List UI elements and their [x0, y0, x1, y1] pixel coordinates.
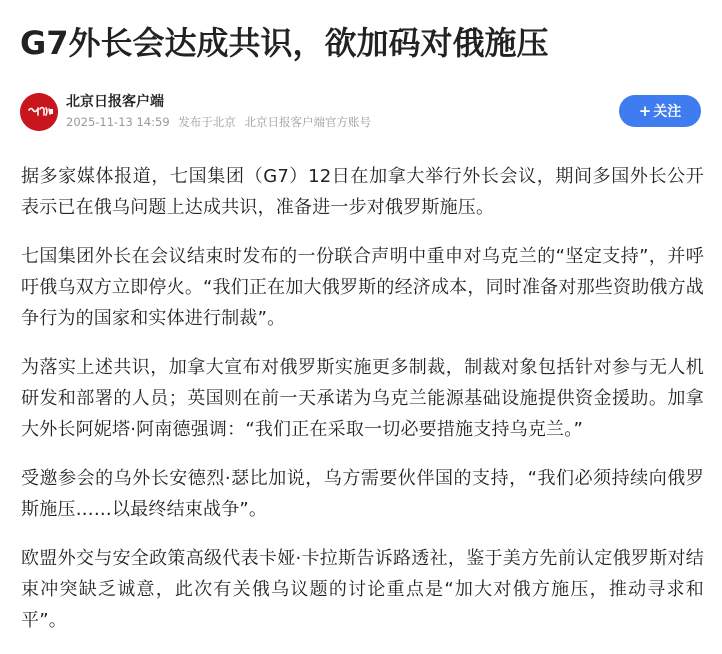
- article-paragraph: 欧盟外交与安全政策高级代表卡娅·卡拉斯告诉路透社，鉴于美方先前认定俄罗斯对结束冲突缺乏诚意，此次有关俄乌议题的讨论重点是“加大对俄方施压，推动寻求和平”。: [21, 548, 704, 631]
- author-bar: [20, 92, 710, 132]
- plus-icon: +: [638, 102, 652, 120]
- author-avatar[interactable]: [20, 93, 58, 131]
- account-type: 北京日报客户端官方账号: [244, 115, 371, 129]
- article-body: [21, 161, 704, 654]
- beijing-daily-logo-icon: [20, 93, 58, 131]
- article-paragraph: 七国集团外长在会议结束时发布的一份联合声明中重申对乌克兰的“坚定支持”，并呼吁俄乌双方立即停火。“我们正在加大俄罗斯的经济成本，同时准备对那些资助俄方战争行为的国家和实体进行制裁”。: [21, 246, 704, 329]
- publish-date: 2025-11-13 14:59: [66, 115, 170, 129]
- article-paragraph: 受邀参会的乌外长安德烈·瑟比加说，乌方需要伙伴国的支持，“我们必须持续向俄罗斯施压……以最终结束战争”。: [21, 468, 704, 520]
- article-meta: [66, 113, 376, 131]
- follow-label: 关注: [653, 104, 682, 120]
- author-name[interactable]: 北京日报客户端: [66, 94, 164, 110]
- follow-button[interactable]: [619, 95, 701, 127]
- article-paragraph: 为落实上述共识，加拿大宣布对俄罗斯实施更多制裁，制裁对象包括针对参与无人机研发和部署的人员；英国则在前一天承诺为乌克兰能源基础设施提供资金援助。加拿大外长阿妮塔·阿南德强调：“我们正在采取一切必要措施支持乌克兰。”: [21, 357, 704, 440]
- article-title: G7外长会达成共识，欲加码对俄施压: [20, 24, 549, 62]
- publish-location: 发布于北京: [178, 115, 236, 129]
- article-paragraph: 据多家媒体报道，七国集团（G7）12日在加拿大举行外长会议，期间多国外长公开表示已在俄乌问题上达成共识，准备进一步对俄罗斯施压。: [21, 166, 704, 218]
